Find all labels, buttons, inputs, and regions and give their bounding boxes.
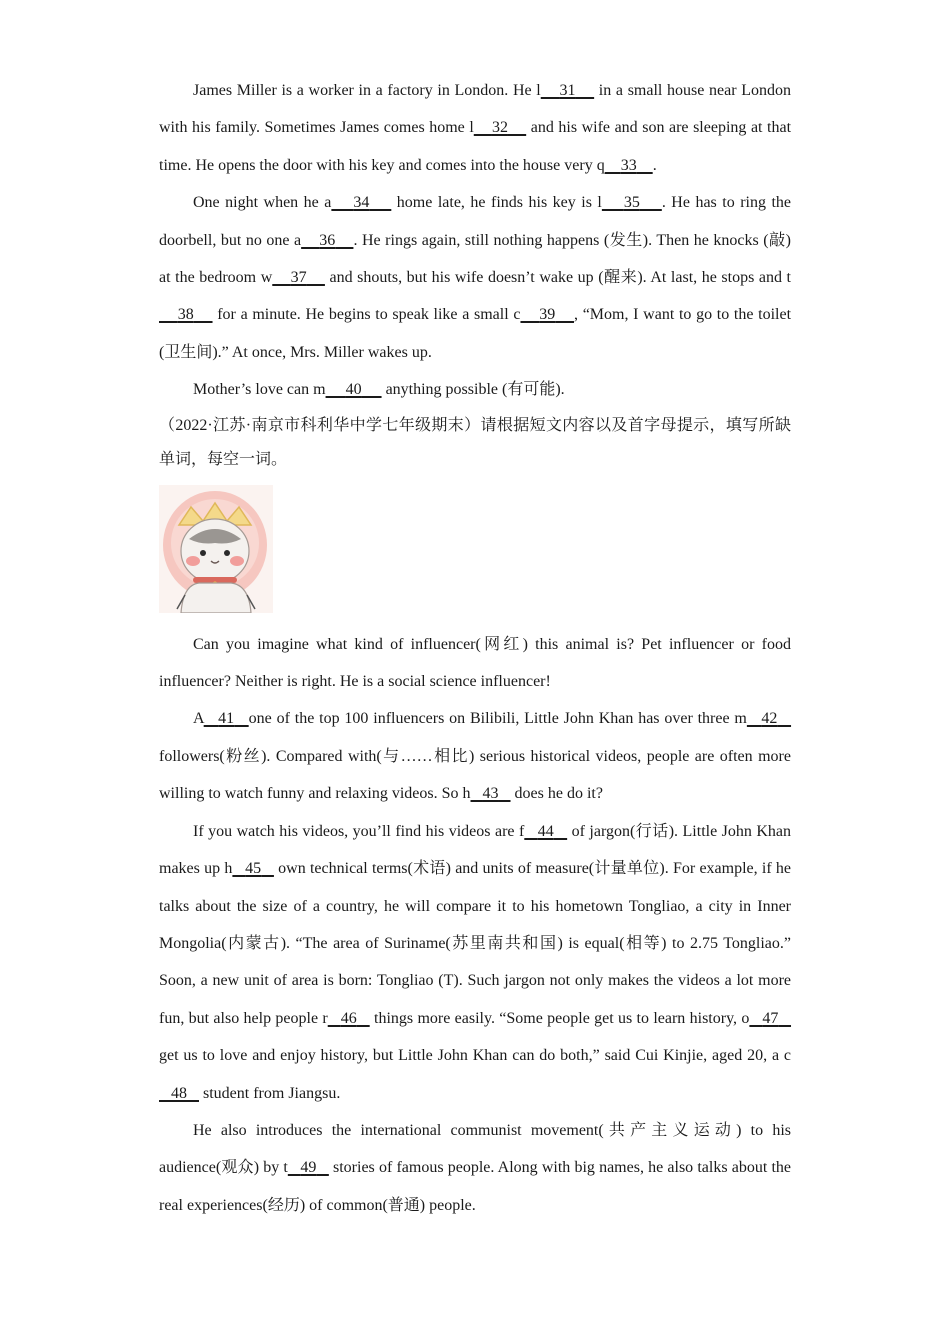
text: If you watch his videos, you’ll find his videos are f [193, 822, 525, 840]
blank-41[interactable]: 41 [218, 710, 235, 728]
blank-34[interactable]: 34 [353, 194, 370, 212]
text: and shouts, but his wife doesn’t wake up (醒来). At last, he stops and t [324, 269, 792, 287]
text: followers(粉丝). Compared with(与……相比) serious historical videos, people are often more willing to watch funny and relaxing videos. So h [159, 747, 791, 803]
text: . [652, 156, 657, 174]
passage2-paragraph-2 [159, 700, 791, 812]
blank-42[interactable]: 42 [761, 710, 778, 728]
blank-37[interactable]: 37 [290, 269, 307, 287]
text: and his wife and son are sleeping at that time. He opens the door with his key and comes into the house very q [159, 119, 792, 174]
source-note: （2022·江苏·南京市科利华中学七年级期末）请根据短文内容以及首字母提示，填写所缺单词，每空一词。 [159, 416, 791, 468]
blank-44[interactable]: 44 [537, 822, 554, 840]
worksheet-page [159, 72, 791, 1224]
text: of jargon(行话). Little John Khan makes up h [159, 822, 792, 878]
text: James Miller is a worker in a factory in London. He l [193, 82, 541, 99]
text: home late, he finds his key is l [391, 194, 602, 212]
hamster-icon [159, 485, 273, 613]
blank-35[interactable]: 35 [623, 194, 640, 212]
blank-32[interactable]: 32 [491, 119, 508, 137]
text: He also introduces the international communist movement(共产主义运动) to his audience(观众) by t [159, 1121, 791, 1177]
text: in a small house near London with his family. Sometimes James comes home l [159, 82, 791, 137]
blank-45[interactable]: 45 [245, 860, 262, 878]
text: own technical terms(术语) and units of measure(计量单位). For example, if he talks about the size of a country, he will compare it to his hometown Tongliao, a city in Inner Mongolia(内蒙古). “The area of Suriname(苏里南共和国) is equal(相等) to 2.75 Tongliao.” Soon, a new unit of area is born: Tongliao (T). Such jargon not only makes the videos a lot more fun, but also help people r [159, 860, 792, 1027]
text: . He rings again, still nothing happens (发生). Then he knocks (敲) at the bedroom w [159, 231, 792, 287]
text: things more easily. “Some people get us to learn history, o [369, 1009, 750, 1027]
text: . He has to ring the doorbell, but no one a [159, 194, 792, 249]
blank-48[interactable]: 48 [171, 1084, 187, 1102]
blank-31[interactable]: 31 [559, 82, 576, 99]
blank-46[interactable]: 46 [340, 1009, 357, 1027]
text: student from Jiangsu. [199, 1084, 341, 1102]
text: for a minute. He begins to speak like a small c [212, 306, 521, 324]
blank-47[interactable]: 47 [762, 1009, 779, 1027]
text: get us to love and enjoy history, but Little John Khan can do both,” said Cui Kinjie, aged 20, a c [159, 1047, 791, 1065]
blank-38[interactable]: 38 [177, 306, 194, 324]
passage1-paragraph-2 [159, 184, 791, 371]
text: A [193, 710, 204, 728]
passage1-paragraph-3 [159, 371, 791, 408]
text: anything possible (有可能). [381, 381, 565, 399]
blank-36[interactable]: 36 [319, 231, 336, 249]
blank-33[interactable]: 33 [620, 156, 637, 174]
text: stories of famous people. Along with big names, he also talks about the real experiences(经历) of common(普通) people. [159, 1159, 791, 1214]
hamster-illustration [159, 485, 273, 613]
passage2-paragraph-3 [159, 813, 791, 1112]
passage2-paragraph-1 [159, 626, 791, 701]
text: one of the top 100 influencers on Bilibili, Little John Khan has over three m [248, 710, 747, 728]
text: , “Mom, I want to go to the toilet (卫生间).” At once, Mrs. Miller wakes up. [159, 306, 792, 361]
text: Mother’s love can m [193, 381, 326, 399]
passage1-paragraph-1 [159, 72, 791, 184]
blank-40[interactable]: 40 [345, 381, 362, 399]
text: does he do it? [510, 785, 603, 803]
blank-43[interactable]: 43 [482, 785, 499, 803]
text: Can you imagine what kind of influencer(网红) this animal is? Pet influencer or food influencer? Neither is right. He is a social science influencer! [159, 635, 791, 691]
passage2-paragraph-4 [159, 1112, 791, 1224]
text: One night when he a [193, 194, 332, 212]
blank-49[interactable]: 49 [300, 1159, 317, 1177]
blank-39[interactable]: 39 [539, 306, 556, 324]
